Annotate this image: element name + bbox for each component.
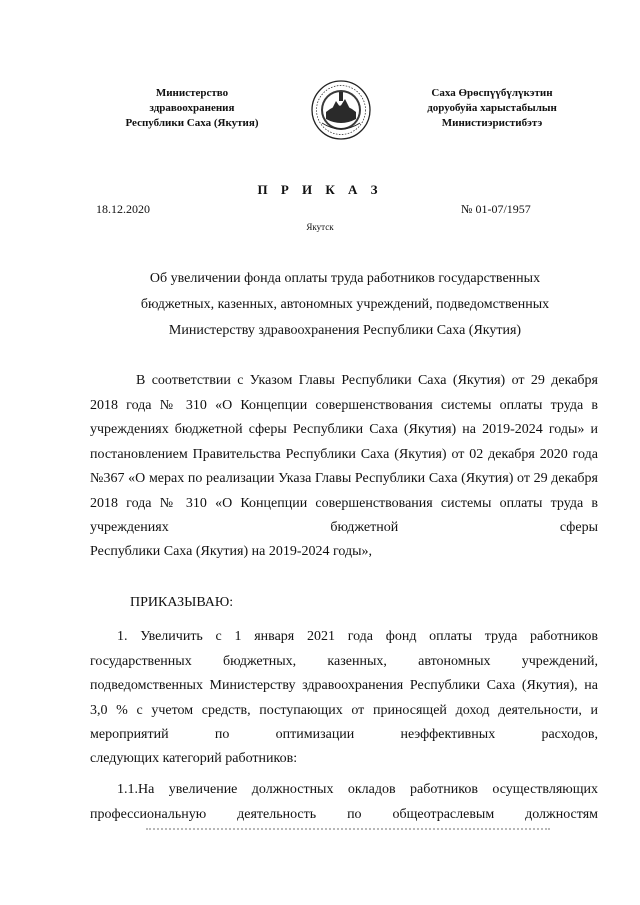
item-1-last-line: следующих категорий работников: <box>90 751 298 766</box>
subject-line-1: Об увеличении фонда оплаты труда работников государственных <box>149 271 541 286</box>
document-title: П Р И К А З <box>257 182 383 197</box>
order-date: 18.12.2020 <box>96 202 150 216</box>
order-city: Якутск <box>306 222 334 232</box>
ministry-line-1: Министерство <box>155 87 229 99</box>
ministry-name-russian <box>108 86 276 131</box>
ministry-name-yakut <box>382 86 602 131</box>
item-1-paragraph: 1. Увеличить с 1 января 2021 года фонд оплаты труда работников государственных бюджетных, казенных, автономных учреждений, подведомственных Министерству здравоохранения Республики Саха (Якутия), на 3,0 % с учетом средств, поступающих от приносящей доход деятельности, и мероприятий по оптимизации неэффективных расходов, <box>90 629 598 742</box>
prikazyvayu-heading: ПРИКАЗЫВАЮ: <box>130 595 234 610</box>
coat-of-arms-emblem <box>310 79 372 141</box>
subject-line-3: Министерству здравоохранения Республики Саха (Якутия) <box>168 323 522 338</box>
ministry-yakut-line-1: Саха Өрөспүүбүлүкэтин <box>431 87 553 99</box>
electronic-signature-stamp-line <box>146 828 550 838</box>
ministry-line-3: Республики Саха (Якутия) <box>125 117 259 129</box>
ministry-line-2: здравоохранения <box>149 102 235 114</box>
item-1-1-paragraph: 1.1.На увеличение должностных окладов работников осуществляющих профессиональную деятельность по общеотраслевым должностям <box>90 782 598 822</box>
preamble-paragraph: В соответствии с Указом Главы Республики Саха (Якутия) от 29 декабря 2018 года № 310 «О Концепции совершенствования системы оплаты труда в учреждениях бюджетной сферы Республики Саха (Якутия) на 2019-2024 годы» и постановлением Правительства Республики Саха (Якутия) от 02 декабря 2020 года №367 «О мерах по реализации Указа Главы Республики Саха (Якутия) от 29 декабря 2018 года № 310 «О Концепции совершенствования системы оплаты труда в учреждениях бюджетной сферы <box>90 373 598 535</box>
order-number: № 01-07/1957 <box>461 202 531 216</box>
ministry-yakut-line-3: Министиэристибэтэ <box>441 117 543 129</box>
preamble-last-line: Республики Саха (Якутия) на 2019-2024 годы», <box>90 544 373 559</box>
ministry-yakut-line-2: доруобуйа харыстабылын <box>427 102 557 114</box>
subject-line-2: бюджетных, казенных, автономных учреждений, подведомственных <box>140 297 550 312</box>
order-subject <box>60 266 630 344</box>
